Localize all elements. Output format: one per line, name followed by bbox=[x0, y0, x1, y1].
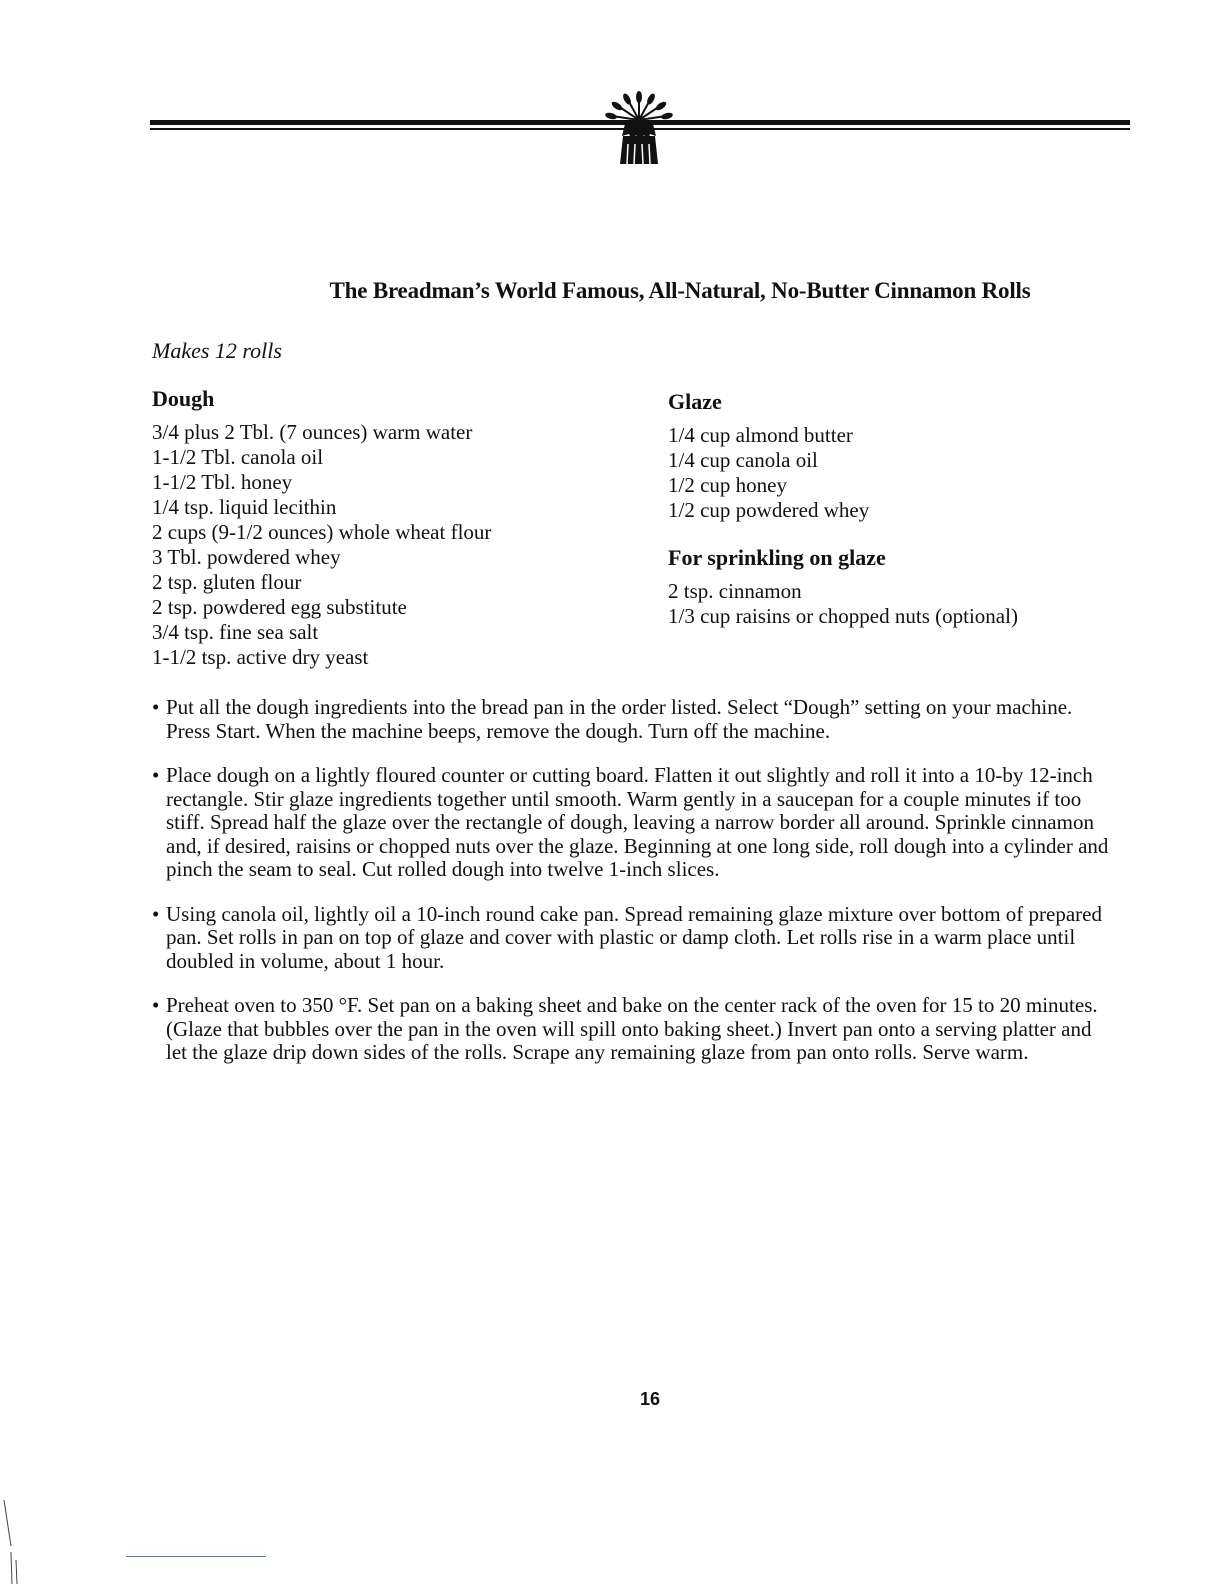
ingredient-item: 2 tsp. powdered egg substitute bbox=[152, 595, 407, 619]
instruction-text: Put all the dough ingredients into the bread pan in the order listed. Select “Dough” setting on your machine. Press Start. When the machine beeps, remove the dough. Turn off the machine. bbox=[166, 695, 1073, 743]
ingredient-item: 2 tsp. cinnamon bbox=[668, 579, 802, 603]
instruction-text: Using canola oil, lightly oil a 10-inch round cake pan. Spread remaining glaze mixture over bottom of prepared pan. Set rolls in pan on top of glaze and cover with plastic or damp cloth. Let rolls rise in a warm place until doubled in volume, about 1 hour. bbox=[166, 901, 1102, 973]
ingredient-item: 2 tsp. gluten flour bbox=[152, 570, 302, 594]
instruction-step bbox=[152, 994, 1112, 1065]
ingredient-item: 1/4 cup canola oil bbox=[668, 448, 818, 472]
instruction-list bbox=[152, 696, 1112, 1086]
recipe-title: The Breadman’s World Famous, All-Natural, No-Butter Cinnamon Rolls bbox=[329, 278, 1031, 303]
ingredient-item: 1/4 tsp. liquid lecithin bbox=[152, 495, 337, 519]
ingredient-item: 3/4 tsp. fine sea salt bbox=[152, 620, 319, 644]
ingredient-item: 1/2 cup powdered whey bbox=[668, 498, 870, 522]
ingredient-item: 2 cups (9-1/2 ounces) whole wheat flour bbox=[152, 520, 492, 544]
ingredient-item: 1-1/2 tsp. active dry yeast bbox=[152, 645, 369, 669]
dough-ingredient-list bbox=[152, 420, 491, 670]
instruction-text: Place dough on a lightly floured counter or cutting board. Flatten it out slightly and roll it into a 10-by 12-inch rectangle. Stir glaze ingredients together until smooth. Warm gently in a saucepan for a couple minutes if too stiff. Spread half the glaze over the rectangle of dough, leaving a narrow border all around. Sprinkle cinnamon and, if desired, raisins or chopped nuts over the glaze. Beginning at one long side, roll dough into a cylinder and pinch the seam to seal. Cut rolled dough into twelve 1-inch slices. bbox=[166, 763, 1109, 881]
instruction-step bbox=[152, 903, 1112, 974]
scan-edge-marks bbox=[0, 1490, 20, 1584]
recipe-yield: Makes 12 rolls bbox=[152, 338, 282, 363]
ingredient-item: 3 Tbl. powdered whey bbox=[152, 545, 341, 569]
dough-heading: Dough bbox=[152, 386, 215, 411]
footer-line bbox=[126, 1556, 266, 1557]
ingredient-item: 1-1/2 Tbl. canola oil bbox=[152, 445, 324, 469]
wheat-sheaf-icon bbox=[604, 90, 674, 166]
ingredient-item: 3/4 plus 2 Tbl. (7 ounces) warm water bbox=[152, 420, 473, 444]
bullet-icon: • bbox=[152, 695, 160, 719]
bullet-icon: • bbox=[152, 901, 160, 926]
ingredient-item: 1/4 cup almond butter bbox=[668, 423, 853, 447]
sprinkle-heading: For sprinkling on glaze bbox=[668, 545, 886, 570]
glaze-heading: Glaze bbox=[668, 389, 722, 414]
instruction-step bbox=[152, 764, 1112, 882]
dough-section bbox=[152, 386, 491, 670]
ingredient-item: 1-1/2 Tbl. honey bbox=[152, 470, 293, 494]
instruction-text: Preheat oven to 350 °F. Set pan on a baking sheet and bake on the center rack of the oven for 15 to 20 minutes. (Glaze that bubbles over the pan in the oven will spill onto baking sheet.) Invert pan onto a serving platter and let the glaze drip down sides of the rolls. Scrape any remaining glaze from pan onto rolls. Serve warm. bbox=[166, 993, 1098, 1064]
glaze-ingredient-list bbox=[668, 423, 1018, 523]
ingredient-item: 1/2 cup honey bbox=[668, 473, 787, 497]
sprinkle-ingredient-list bbox=[668, 579, 1018, 629]
page-number: 16 bbox=[639, 1389, 661, 1409]
ingredient-item: 1/3 cup raisins or chopped nuts (optional) bbox=[668, 604, 1018, 628]
bullet-icon: • bbox=[152, 993, 160, 1017]
bullet-icon: • bbox=[152, 763, 160, 787]
glaze-section bbox=[668, 389, 1018, 629]
instruction-step bbox=[152, 696, 1112, 743]
